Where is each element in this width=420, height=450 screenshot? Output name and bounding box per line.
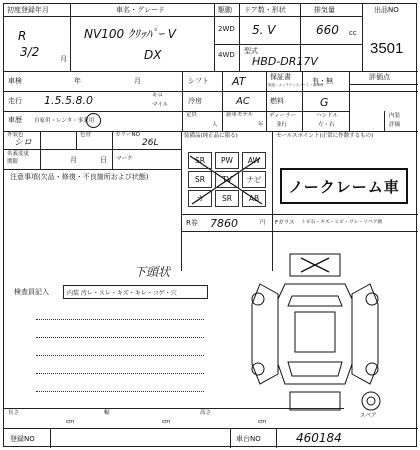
displacement-label: 排気量 (314, 6, 335, 14)
divider (4, 16, 274, 17)
divider (4, 71, 418, 72)
divider (239, 16, 362, 17)
glass-options: トビ石・キズ・ヒビ・ワレ・リペア跡 (301, 220, 383, 225)
equipment-cell: AW (242, 152, 266, 169)
divider (181, 231, 418, 232)
note-line (36, 355, 204, 356)
fuel-label: 燃料 (270, 97, 284, 105)
divider (40, 149, 41, 169)
width-label: 幅 (104, 410, 110, 416)
divider (266, 71, 267, 111)
inspector-checklist: 内装 汚レ・スレ・キズ・キレ・コゲ・穴 (63, 285, 208, 299)
spare-tire-icon (360, 390, 382, 412)
warranty-sub: 取説・メンテナンスノート・新車時 (268, 83, 324, 87)
shaken-year-unit: 年 (74, 77, 81, 85)
reg-year-month: 3/2 (20, 45, 40, 59)
divider (70, 4, 71, 71)
note-line (36, 319, 204, 320)
divider (181, 131, 182, 271)
model-label: 型式 (244, 47, 258, 55)
month-unit: 月 (60, 55, 67, 63)
color-value: シロ (14, 138, 33, 148)
note-line (36, 391, 204, 392)
mileage-value: 1.5.5.8.0 (44, 94, 93, 107)
spare-label: スペア (360, 413, 377, 419)
equipment-cell: AB (242, 190, 266, 207)
fuel-value: G (320, 96, 329, 109)
color-no-label: 色替 (80, 132, 92, 138)
warranty-label: 保証書 (270, 73, 291, 81)
interior-sub: 評価 (389, 122, 401, 128)
divider (349, 84, 418, 85)
divider (40, 131, 41, 149)
divider (384, 111, 385, 131)
divider (214, 44, 362, 45)
chassis-label: 車台NO (236, 435, 261, 443)
divider (182, 71, 183, 131)
height-label: 高さ (200, 410, 212, 416)
divider (181, 214, 418, 215)
door-shape: 5. V (252, 23, 276, 37)
divider (4, 111, 349, 112)
divider (4, 131, 418, 132)
handle-value: 左・右 (318, 122, 335, 128)
new-model-label: 新車モデル (226, 112, 254, 118)
divider (230, 428, 231, 448)
ac-label: 冷房 (188, 97, 202, 105)
no-claim-stamp (280, 168, 408, 204)
no-claim-text: ノークレーム車 (288, 177, 400, 196)
divider (76, 131, 77, 149)
name-change-sub: 期限 (7, 159, 19, 165)
equipment-cell: PW (215, 152, 239, 169)
color-code-label: カラーNO (115, 132, 140, 138)
shaken-label: 車検 (8, 77, 22, 85)
divider (349, 71, 350, 131)
divider (4, 91, 418, 92)
reg-year-label: 初度登録年月 (7, 6, 49, 14)
history-options: 自家用・レンタ・事業用 (34, 118, 95, 124)
capacity-label: 定員 (186, 112, 198, 118)
name-change-day: 日 (100, 156, 107, 164)
divider (112, 149, 113, 169)
mark-label: マーク (116, 156, 133, 162)
recycle-label: R券 (186, 219, 198, 227)
inspector-label: 検査員記入 (14, 288, 49, 296)
history-label: 車歴 (8, 116, 22, 124)
equipment-cell: SR (188, 152, 212, 169)
divider (50, 428, 51, 448)
chassis-value: 460184 (296, 431, 342, 445)
auction-sheet (3, 3, 417, 447)
grade: DX (144, 48, 162, 62)
divider (276, 428, 277, 448)
car-name: NV100 ｸﾘｯﾊﾟｰ V (84, 27, 176, 41)
height-unit: cm (258, 419, 267, 425)
notes-title: 注意事項(欠品・修復・不良箇所および状態) (10, 173, 149, 181)
inspector-condition: 下頭状 (134, 265, 171, 279)
history-circle (86, 113, 101, 128)
dealer-label: ディーラー (269, 113, 297, 119)
capacity-unit: 人 (212, 122, 218, 128)
rating-label: 評価点 (369, 73, 390, 81)
length-unit: cm (66, 419, 75, 425)
lot-number: 3501 (370, 40, 404, 57)
note-line (36, 337, 204, 338)
mileage-label: 走行 (8, 97, 22, 105)
note-line (36, 373, 204, 374)
glass-label: Fガラス (275, 220, 295, 226)
equipment-cell: SR (188, 171, 212, 188)
new-model-unit: 年 (258, 122, 264, 128)
divider (214, 4, 215, 71)
drive-2wd: 2WD (218, 25, 235, 33)
door-label: ドア数・形状 (244, 6, 286, 14)
divider (302, 111, 303, 131)
displacement: 660 (316, 23, 339, 37)
equipment-cell: カ (188, 190, 212, 207)
drive-4wd: 4WD (218, 51, 235, 59)
shift-label: シフト (188, 77, 209, 85)
color-label: 外装色 (7, 132, 24, 138)
divider (112, 131, 113, 149)
divider (4, 169, 181, 170)
divider (239, 4, 240, 71)
car-diagram (240, 244, 390, 414)
handle-label: ハンドル (316, 113, 339, 119)
divider (222, 71, 223, 111)
ac-value: AC (236, 96, 250, 107)
drive-label: 駆動 (218, 6, 232, 14)
interior-label: 内装 (389, 113, 401, 119)
divider (4, 408, 344, 409)
mile-label: マイル (152, 102, 169, 108)
equipment-cell: SR (215, 190, 239, 207)
km-label: キロ (152, 93, 164, 99)
shaken-month-unit: 月 (134, 77, 141, 85)
sales-point-title: セールスポイント(正常に作動するもの) (276, 133, 374, 139)
model-code: HBD-DR17V (252, 55, 318, 68)
reg-no-label: 登録NO (10, 435, 35, 443)
divider (362, 4, 363, 71)
dealer-value: 並行 (276, 122, 288, 128)
equipment-cell: ナビ (242, 171, 266, 188)
width-unit: cm (162, 419, 171, 425)
equipment-cell: TV (215, 171, 239, 188)
reg-year-era: R (18, 29, 27, 43)
recycle-unit: 円 (260, 220, 266, 226)
divider (302, 71, 303, 111)
color-code: 26L (142, 138, 159, 148)
divider (4, 149, 181, 150)
divider (222, 111, 223, 131)
name-change-month: 月 (70, 156, 77, 164)
name-change-label: 名義変更 (7, 151, 30, 157)
recycle-value: 7860 (210, 217, 238, 230)
divider (266, 111, 267, 131)
lot-label: 出品NO (374, 6, 399, 14)
length-label: 長さ (8, 410, 20, 416)
divider (4, 428, 418, 429)
equipment-title: 装備品(純正品に限る) (184, 133, 238, 139)
warranty-value: 有・無 (312, 77, 333, 85)
shift-value: AT (232, 75, 246, 88)
name-label: 車名・グレード (116, 6, 165, 14)
cc-unit: cc (349, 29, 357, 37)
